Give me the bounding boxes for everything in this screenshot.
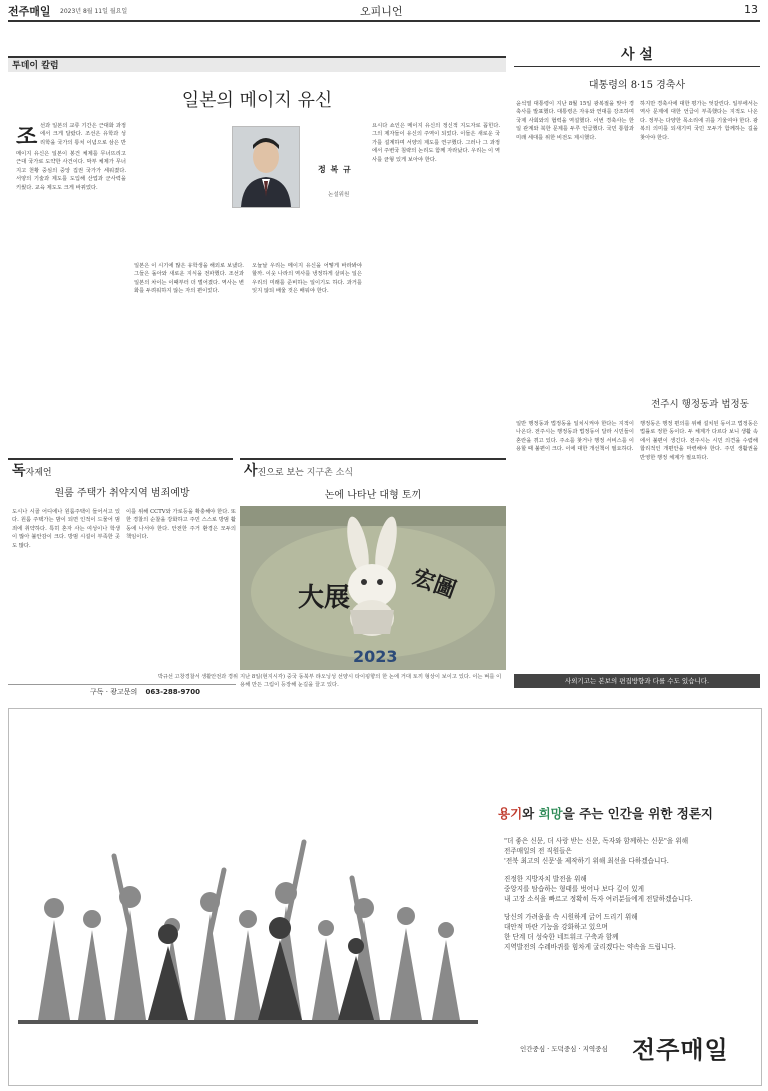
ad-para-3 (504, 912, 760, 952)
contact-label: 구독 · 광고문의 (90, 688, 138, 696)
ad-title (498, 804, 760, 822)
column-author: 정 복 규 (318, 164, 352, 174)
ad-title-hl1: 용기 (498, 806, 523, 821)
column-author-role: 논설위원 (328, 192, 350, 198)
local-text-col1: 도시나 시골 어디에나 원룸주택이 들어서고 있다. 원룸 주택가는 밤이 되면 인적이 드물어 범죄에 취약하다. 특히 혼자 사는 여성이나 학생이 많아 불안감이 크다. 방범 시설이 부족한 곳도 많다. (12, 509, 120, 549)
column-text-col3: 오늘날 우리는 메이지 유신을 어떻게 바라봐야 할까. 이웃 나라의 역사를 냉정하게 살피는 일은 우리의 미래를 준비하는 일이기도 하다. 과거를 잊지 않되 배울 것은 배워야 한다. (252, 263, 362, 295)
masthead-section: 오피니언 (360, 5, 403, 18)
local-section-label (12, 460, 52, 480)
editorial-section-label: 사 설 (621, 47, 653, 63)
ad-brand-logo: 전주매일 (632, 1035, 729, 1064)
ad-people-illustration-icon (18, 770, 478, 1050)
editorial-top-rule (514, 66, 760, 67)
photo-text-right: 宏圖 (409, 564, 460, 604)
page-number: 13 (744, 3, 758, 16)
editorial1-col2: 하지만 경축사에 대한 평가는 엇갈린다. 일부에서는 역사 문제에 대한 언급이 부족했다는 지적도 나온다. 정부는 다양한 목소리에 귀를 기울여야 한다. 광복의 의미를 되새기며 국민 모두가 함께하는 길을 찾아야 한다. (640, 101, 758, 141)
photo-year-text: 2023 (353, 647, 398, 666)
ad-para-1 (504, 836, 760, 866)
editorial-headline-2: 전주시 행정동과 법정동 (651, 399, 749, 410)
column-text-col2: 일본은 이 시기에 많은 유학생을 해외로 보냈다. 그들은 돌아와 새로운 지식을 전파했다. 조선과 일본의 차이는 이때부터 더 벌어졌다. 역사는 변화를 두려워하지 않는 자의 편이었다. (134, 263, 244, 295)
ad-illustration (18, 770, 478, 1050)
masthead-date: 2023년 8월 11일 월요일 (60, 8, 128, 15)
local-contact (90, 687, 200, 697)
column-text-col1b: 메이지 유신은 일본이 봉건 체제를 무너뜨리고 근대 국가로 도약한 사건이다. 막부 체제가 무너지고 천황 중심의 중앙 집권 국가가 세워졌다. 서양의 기술과 제도를 도입해 산업과 군사력을 키웠다. 교육 제도도 크게 바뀌었다. (16, 151, 126, 191)
photo-text-left: 大展 (298, 583, 351, 613)
ad-line: 한 단계 더 성숙한 네트워크 구축과 함께 (504, 933, 619, 941)
ad-line: 전주매일의 전 직원들은 (504, 847, 572, 855)
author-photo (232, 126, 300, 208)
column-section-bar (8, 56, 506, 72)
local-contact-rule (8, 684, 236, 685)
masthead-paper-name: 전주매일 (8, 5, 51, 18)
masthead-rule (8, 20, 760, 22)
photo-section-a: 진으로 보는 (257, 468, 307, 478)
local-author: 박규선 고창경찰서 생활안전과 경위 (157, 674, 238, 680)
ad-title-rest: 을 주는 인간을 위한 정론지 (562, 806, 713, 821)
ad-line: 진정한 지방자치 발전을 위해 (504, 875, 587, 883)
ad-line: 당신의 가려움을 속 시원하게 긁어 드리기 위해 (504, 913, 638, 921)
ad-title-hl2: 희망 (538, 806, 563, 821)
editorial1-col1: 윤석열 대통령이 지난 8월 15일 광복절을 맞아 경축사를 발표했다. 대통령은 자유와 연대를 강조하며 국제 사회와의 협력을 역설했다. 이번 경축사는 한일 관계와 북한 문제를 두루 언급했다. 국민 통합과 미래 세대를 위한 비전도 제시했다. (516, 101, 634, 141)
editorial2-col2: 행정동은 행정 편의를 위해 설치된 동이고 법정동은 법률로 정한 동이다. 두 체계가 다르다 보니 생활 속에서 불편이 생긴다. 전주시는 시민 의견을 수렴해 합리적인 개편안을 마련해야 한다. 주민 생활권을 반영한 행정 체계가 필요하다. (640, 421, 758, 461)
ad-line: 대안적 마란 기능을 강화하고 있으며 (504, 923, 608, 931)
ad-title-mid: 와 (522, 806, 539, 821)
ad-text-block (504, 836, 760, 952)
column-section-label: 투데이 칼럼 (12, 61, 59, 71)
ad-line: '전북 최고의 신문'을 제작하기 위해 최선을 다하겠습니다. (504, 857, 669, 865)
photo-section-label (244, 460, 353, 480)
column-text-col4: 요시다 쇼인은 메이지 유신의 정신적 지도자로 꼽힌다. 그의 제자들이 유신의 주역이 되었다. 이들은 새로운 국가를 설계하며 서양의 제도를 연구했다. 그러나 그 과정에서 주변국 침략의 논리도 함께 자라났다. 우리는 이 역사를 균형 있게 보아야 한다. (372, 123, 500, 163)
photo-section-b: 지구촌 소식 (306, 468, 354, 478)
contact-number: 063-288-9700 (145, 688, 201, 696)
editorial-headline-1: 대통령의 8·15 경축사 (588, 80, 686, 91)
editorial2-col1: 일반 행정동과 법정동을 일치시켜야 한다는 지적이 나온다. 전주시는 행정동과 법정동이 달라 시민들이 혼란을 겪고 있다. 주소를 찾거나 행정 서비스를 이용할 때 불편이 크다. 이에 대한 개선책이 필요하다. (516, 421, 634, 453)
ad-line: 중앙지를 탐습하는 형태를 벗어나 보다 깊이 있게 (504, 885, 644, 893)
author-portrait-icon (233, 127, 299, 207)
ad-footer (520, 1030, 760, 1070)
editorial-footer-note: 사외기고는 본보의 편집방향과 다를 수도 있습니다. (514, 674, 760, 688)
ad-line: "더 좋은 신문, 더 사랑 받는 신문, 독자와 함께하는 신문"을 위해 (504, 837, 689, 845)
local-title: 원룸 주택가 취약지역 범죄예방 (54, 488, 190, 499)
column-dropcap: 조 (16, 124, 38, 150)
ad-slogan: 인간중심 · 도덕중심 · 지역중심 (520, 1045, 608, 1053)
rice-field-rabbit-image (240, 506, 506, 670)
local-section-big: 독 (12, 463, 26, 479)
column-text-col1: 선과 일본의 교류 기간은 근대화 과정에서 크게 달랐다. 조선은 유학과 성리학을 국가의 통치 이념으로 삼은 반 (40, 123, 126, 146)
photo-image (240, 506, 506, 670)
ad-line: 내 고장 소식을 빠르고 정확히 독자 여러분들에게 전달하겠습니다. (504, 895, 693, 903)
masthead (0, 0, 768, 20)
local-section-small: 자제언 (25, 468, 52, 478)
photo-caption: 지난 8일(현지시각) 중국 동북부 랴오닝성 선양시 타이핑향의 한 논에 거대 토끼 형상이 보이고 있다. 이는 벼를 이용해 만든 그림이 등장해 눈길을 끌고 있다. (240, 674, 502, 688)
ad-line: 지역발전의 수레바퀴를 힘차게 굴리겠다는 약속을 드립니다. (504, 943, 676, 951)
ad-para-2 (504, 874, 760, 904)
photo-section-big: 사 (244, 463, 258, 479)
local-text-col2: 이를 위해 CCTV와 가로등을 확충해야 한다. 또한 경찰의 순찰을 강화하고 주민 스스로 방범 활동에 나서야 한다. 안전한 주거 환경은 모두의 책임이다. (126, 509, 236, 541)
column-title: 일본의 메이지 유신 (181, 90, 333, 111)
photo-title: 논에 나타난 대형 토끼 (324, 490, 422, 501)
